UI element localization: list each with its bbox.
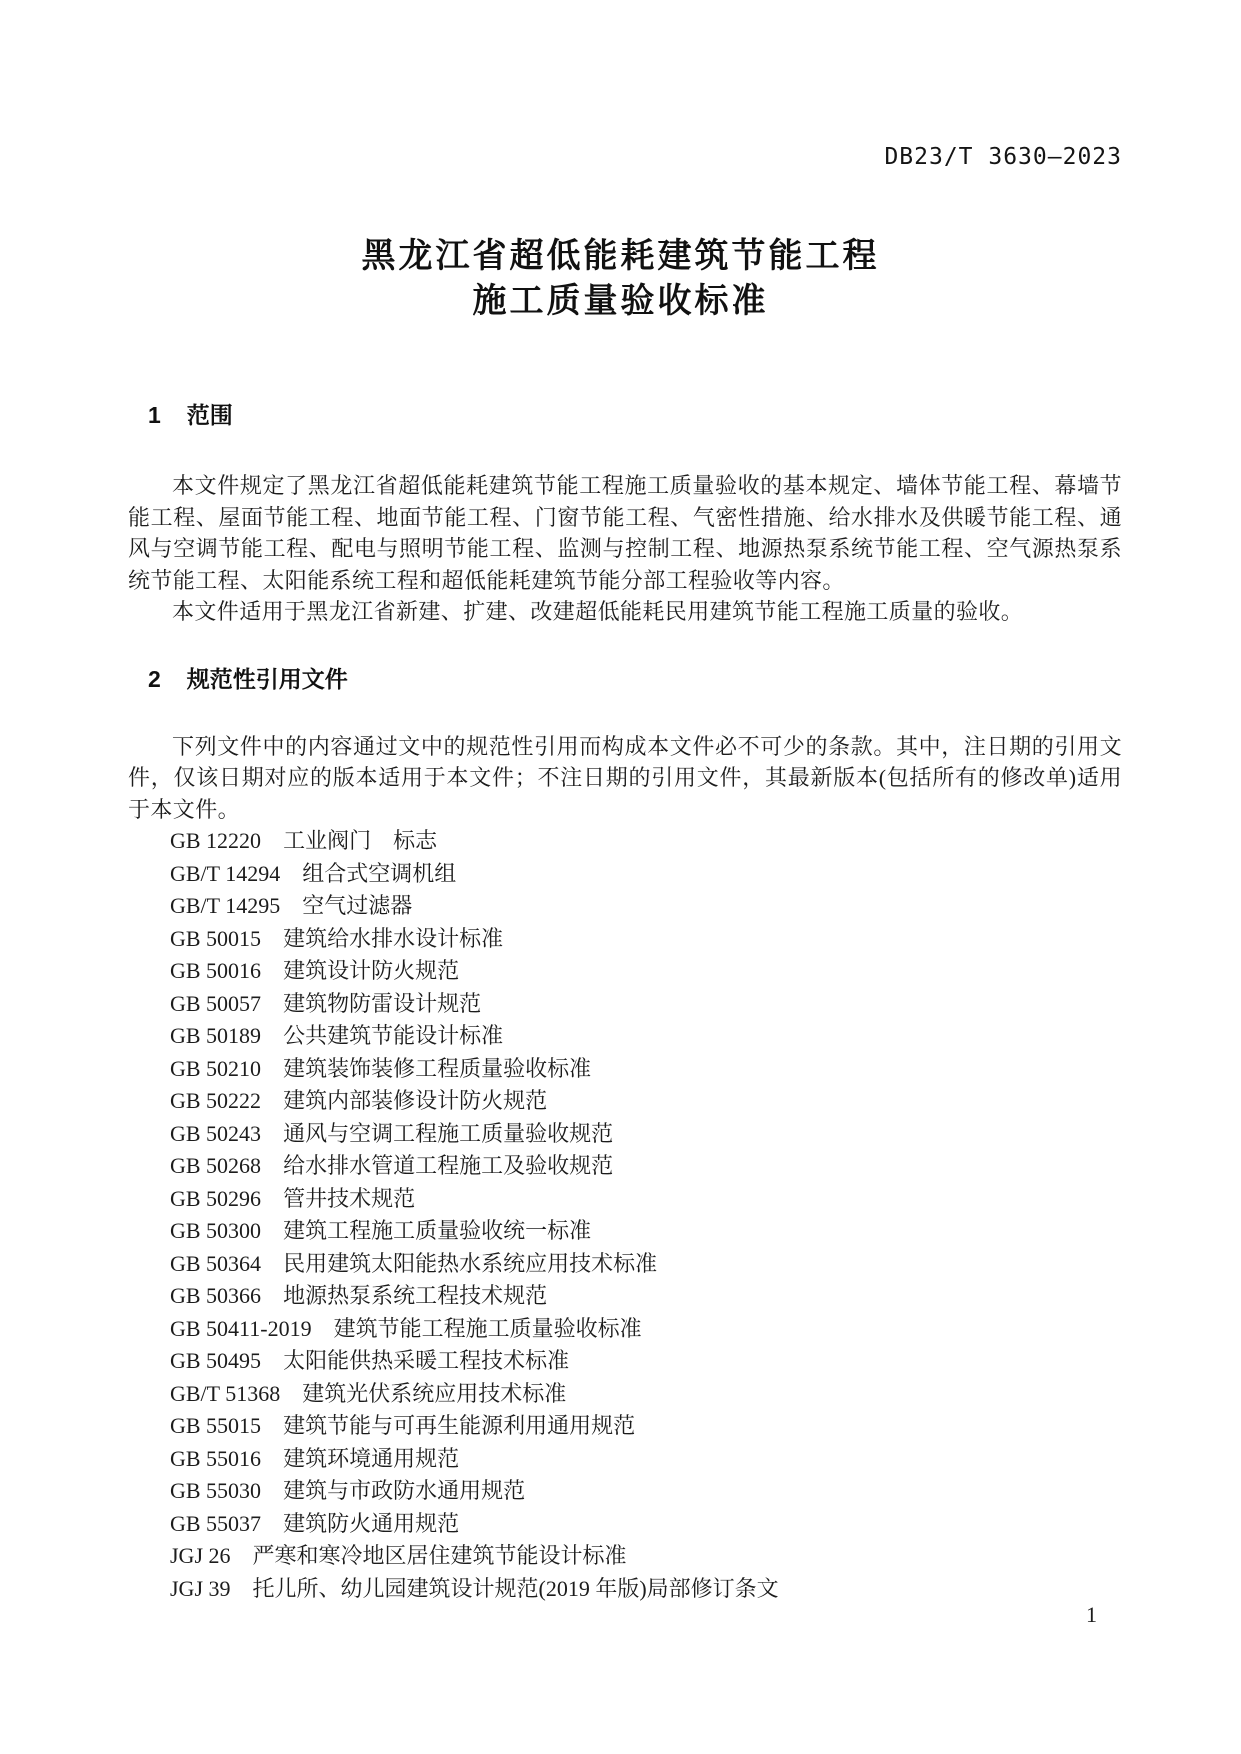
reference-code: GB/T 14295 [170, 893, 281, 918]
reference-item [170, 1118, 1122, 1151]
reference-item [170, 1085, 1122, 1118]
reference-item [170, 1573, 1122, 1606]
reference-code: GB 55016 [170, 1445, 262, 1471]
section-2-intro-paragraph: 下列文件中的内容通过文中的规范性引用而构成本文件必不可少的条款。其中，注日期的引用文件，仅该日期对应的版本适用于本文件；不注日期的引用文件，其最新版本(包括所有的修改单)适用于本文件。 [128, 733, 1122, 822]
reference-title: 地源热泵系统工程技术规范 [283, 1283, 548, 1308]
reference-code: GB/T 51368 [170, 1380, 281, 1406]
reference-code: GB 50300 [170, 1218, 262, 1243]
reference-item [170, 1475, 1122, 1508]
reference-title: 公共建筑节能设计标准 [283, 1023, 504, 1048]
reference-item [170, 1443, 1122, 1476]
document-title-line1: 黑龙江省超低能耗建筑节能工程 [361, 237, 880, 275]
reference-title: 建筑与市政防水通用规范 [283, 1478, 526, 1503]
reference-item [170, 1313, 1122, 1346]
reference-code: GB 50268 [170, 1153, 262, 1178]
reference-item [170, 1020, 1122, 1053]
reference-code: GB 55037 [170, 1510, 262, 1536]
reference-code: GB 50015 [170, 925, 262, 951]
section-1-paragraph-1: 本文件规定了黑龙江省超低能耗建筑节能工程施工质量验收的基本规定、墙体节能工程、幕墙节能工程、屋面节能工程、地面节能工程、门窗节能工程、气密性措施、给水排水及供暖节能工程、通风与空调节能工程、配电与照明节能工程、监测与控制工程、地源热泵系统节能工程、空气源热泵系统节能工程、太阳能系统工程和超低能耗建筑节能分部工程验收等内容。 [128, 473, 1122, 593]
reference-item [170, 1410, 1122, 1443]
content-column [128, 400, 1122, 1605]
reference-code: GB 50057 [170, 990, 262, 1016]
reference-item [170, 858, 1122, 891]
reference-code: GB 50411-2019 [170, 1315, 312, 1341]
reference-title: 给水排水管道工程施工及验收规范 [283, 1153, 614, 1178]
reference-title: 空气过滤器 [302, 893, 413, 918]
section-2-heading [128, 664, 1122, 694]
section-1-number: 1 [148, 402, 161, 428]
reference-item [170, 1215, 1122, 1248]
reference-title: 管井技术规范 [283, 1185, 416, 1211]
reference-item [170, 1150, 1122, 1183]
reference-title: 建筑内部装修设计防火规范 [283, 1088, 548, 1113]
reference-code: GB 50296 [170, 1185, 262, 1211]
reference-title: 组合式空调机组 [302, 860, 457, 886]
reference-item [170, 988, 1122, 1021]
reference-code: GB 50243 [170, 1120, 262, 1146]
reference-item [170, 890, 1122, 923]
reference-code: GB 50016 [170, 958, 262, 983]
reference-title: 建筑防火通用规范 [283, 1510, 460, 1536]
reference-title: 建筑节能与可再生能源利用通用规范 [283, 1413, 636, 1438]
section-1-paragraph-2: 本文件适用于黑龙江省新建、扩建、改建超低能耗民用建筑节能工程施工质量的验收。 [172, 599, 1024, 624]
reference-item [170, 1378, 1122, 1411]
reference-item [170, 923, 1122, 956]
reference-title: 严寒和寒冷地区居住建筑节能设计标准 [252, 1543, 627, 1568]
reference-code: GB 50189 [170, 1023, 262, 1048]
reference-code: GB 55015 [170, 1413, 262, 1438]
reference-title: 建筑节能工程施工质量验收标准 [333, 1315, 642, 1341]
reference-title: 建筑给水排水设计标准 [283, 925, 504, 951]
reference-code: JGJ 26 [170, 1543, 231, 1568]
reference-code: GB 12220 [170, 828, 262, 853]
reference-item [170, 1280, 1122, 1313]
reference-item [170, 1053, 1122, 1086]
reference-title: 建筑工程施工质量验收统一标准 [283, 1218, 592, 1243]
reference-code: GB 50222 [170, 1088, 262, 1113]
reference-title: 建筑光伏系统应用技术标准 [302, 1380, 567, 1406]
reference-item [170, 825, 1122, 858]
page-number: 1 [1086, 1602, 1097, 1627]
section-2-number: 2 [148, 665, 161, 692]
reference-title: 民用建筑太阳能热水系统应用技术标准 [283, 1250, 658, 1276]
reference-title: 建筑设计防火规范 [283, 958, 460, 983]
section-1-title: 范围 [186, 402, 233, 428]
reference-code: GB 50210 [170, 1055, 262, 1081]
reference-title: 工业阀门 标志 [283, 828, 438, 853]
reference-item [170, 1508, 1122, 1541]
reference-item [170, 1248, 1122, 1281]
reference-item [170, 1183, 1122, 1216]
reference-item [170, 1540, 1122, 1573]
reference-title: 托儿所、幼儿园建筑设计规范(2019 年版)局部修订条文 [252, 1575, 779, 1601]
normative-references-list [128, 825, 1122, 1605]
document-title-line2: 施工质量验收标准 [472, 282, 769, 320]
document-title [0, 234, 1241, 324]
reference-code: GB 50364 [170, 1250, 262, 1276]
reference-title: 太阳能供热采暖工程技术标准 [283, 1348, 570, 1373]
reference-code: GB 50495 [170, 1348, 262, 1373]
reference-item [170, 955, 1122, 988]
standard-number: DB23/T 3630—2023 [884, 144, 1122, 170]
section-2-title: 规范性引用文件 [186, 665, 348, 692]
reference-code: GB 55030 [170, 1478, 262, 1503]
reference-code: JGJ 39 [170, 1575, 231, 1601]
section-1-heading [128, 400, 1122, 430]
reference-title: 建筑物防雷设计规范 [283, 990, 482, 1016]
reference-code: GB 50366 [170, 1283, 262, 1308]
reference-title: 建筑环境通用规范 [283, 1445, 460, 1471]
reference-code: GB/T 14294 [170, 860, 281, 886]
reference-item [170, 1345, 1122, 1378]
reference-title: 建筑装饰装修工程质量验收标准 [283, 1055, 592, 1081]
reference-title: 通风与空调工程施工质量验收规范 [283, 1120, 614, 1146]
